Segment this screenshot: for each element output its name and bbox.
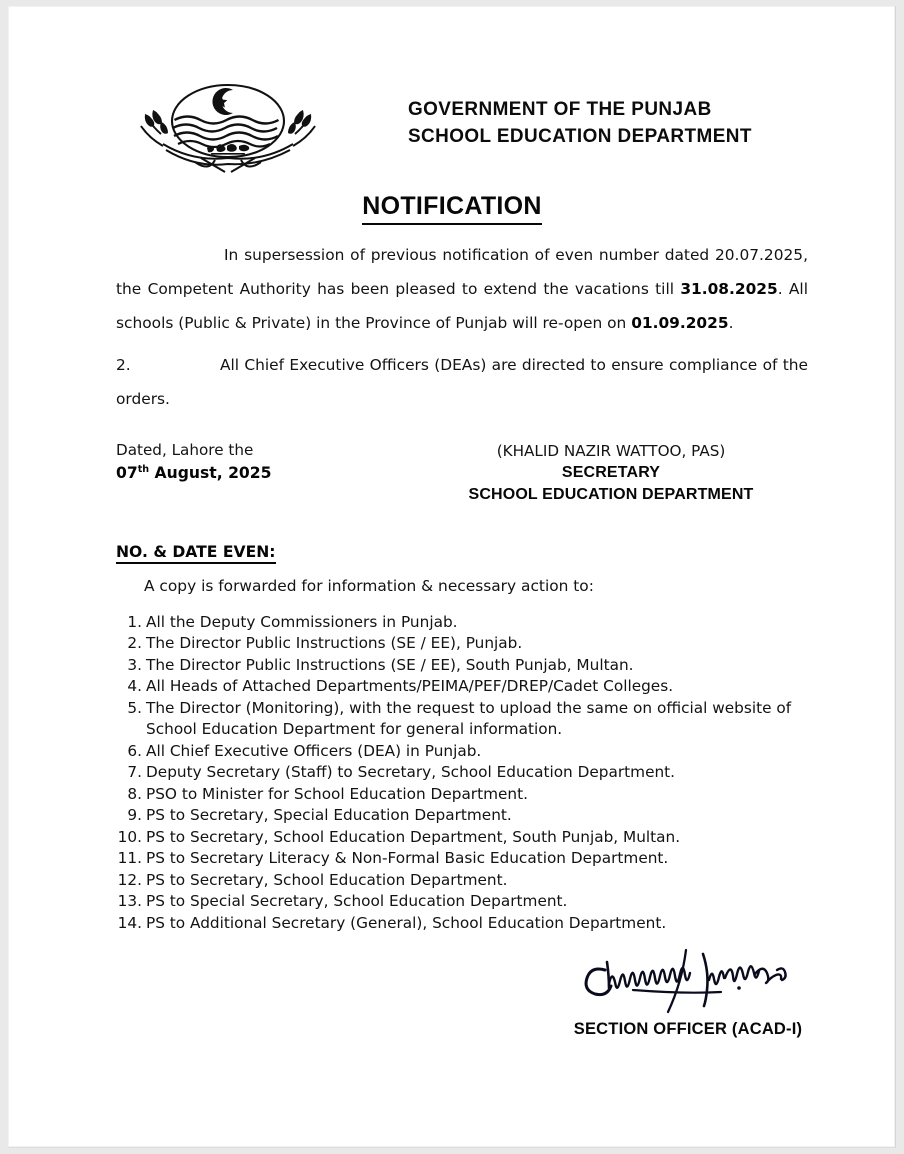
list-item	[116, 741, 816, 762]
list-item-index: 4.	[127, 677, 142, 696]
reopen-date: 01.09.2025	[631, 314, 729, 332]
paragraph-2-number: 2.	[116, 356, 131, 374]
date-label: Dated, Lahore the	[116, 441, 254, 459]
list-item	[116, 762, 816, 783]
distribution-list	[116, 612, 816, 934]
list-item	[116, 848, 816, 869]
list-item-label: All the Deputy Commissioners in Punjab.	[146, 613, 458, 631]
date-block	[116, 440, 416, 484]
list-item-label: PS to Secretary, School Education Department.	[146, 870, 508, 889]
list-item-index: 3.	[127, 655, 142, 674]
page-title	[8, 192, 896, 225]
list-item-label: PS to Secretary, Special Education Department.	[146, 806, 512, 825]
handwritten-signature-icon	[573, 944, 803, 1018]
list-item-label: PS to Secretary, School Education Department, South Punjab, Multan.	[146, 827, 681, 846]
signatory-name: (KHALID NAZIR WATTOO, PAS)	[496, 442, 726, 460]
signatory-department: SCHOOL EDUCATION DEPARTMENT	[468, 486, 754, 503]
header-line-department: SCHOOL EDUCATION DEPARTMENT	[408, 125, 752, 147]
document-header	[8, 68, 896, 178]
list-item-index: 11.	[117, 849, 142, 868]
date-ordinal: th	[137, 463, 150, 475]
list-item-label: The Director Public Instructions (SE / EE), Punjab.	[146, 634, 523, 653]
list-item	[116, 891, 816, 912]
list-item	[116, 870, 816, 891]
list-item	[116, 913, 816, 934]
endorsement-copy-line: A copy is forwarded for information & necessary action to:	[144, 577, 594, 595]
list-item-index: 13.	[117, 892, 142, 911]
list-item-index: 8.	[127, 784, 142, 803]
list-item-label: PSO to Minister for School Education Department.	[146, 784, 528, 803]
list-item	[116, 655, 816, 676]
notification-heading: NOTIFICATION	[362, 192, 542, 225]
document-body	[116, 238, 808, 416]
list-item-index: 9.	[127, 806, 142, 825]
signatory-block	[406, 440, 816, 506]
list-item	[116, 676, 816, 697]
paragraph-1-text-b: . All schools (Public & Private) in the Province of Punjab will re-open on	[116, 280, 808, 332]
paragraph-1	[116, 238, 808, 340]
list-item-label: All Chief Executive Officers (DEA) in Punjab.	[146, 741, 482, 760]
endorsement-heading-wrap	[116, 542, 276, 564]
list-item-label: The Director Public Instructions (SE / EE), South Punjab, Multan.	[146, 655, 634, 674]
list-item-index: 5.	[127, 698, 142, 717]
list-item-label: The Director (Monitoring), with the request to upload the same on official website of School Education Department for general information.	[146, 698, 792, 739]
list-item-index: 12.	[117, 870, 142, 889]
signatory-designation: SECRETARY	[561, 464, 661, 481]
list-item-label: PS to Secretary Literacy & Non-Formal Basic Education Department.	[146, 849, 669, 868]
date-month-year: August, 2025	[149, 464, 272, 482]
paragraph-1-text-a: In supersession of previous notification of even number dated 20.07.2025, the Competent Authority has been pleased to extend the vacations till	[116, 246, 808, 298]
list-item-index: 10.	[117, 827, 142, 846]
header-line-government: GOVERNMENT OF THE PUNJAB	[408, 98, 712, 120]
list-item-label: Deputy Secretary (Staff) to Secretary, School Education Department.	[146, 763, 676, 782]
vacation-end-date: 31.08.2025	[680, 280, 778, 298]
list-item-index: 1.	[127, 613, 142, 631]
list-item-index: 6.	[127, 741, 142, 760]
paragraph-2	[116, 348, 808, 416]
header-title-group	[408, 96, 828, 150]
section-officer-label: SECTION OFFICER (ACAD-I)	[573, 1020, 803, 1038]
footer-signature-block	[488, 944, 888, 1039]
date-value	[116, 462, 416, 484]
document-page	[8, 6, 896, 1148]
list-item	[116, 827, 816, 848]
list-item-index: 2.	[127, 634, 142, 653]
list-item-index: 7.	[127, 763, 142, 782]
paragraph-1-text-c: .	[728, 314, 734, 332]
endorsement-heading: NO. & DATE EVEN:	[116, 543, 276, 564]
list-item	[116, 698, 816, 741]
list-item	[116, 612, 816, 633]
list-item	[116, 784, 816, 805]
list-item	[116, 805, 816, 826]
list-item-label: All Heads of Attached Departments/PEIMA/PEF/DREP/Cadet Colleges.	[146, 677, 674, 696]
list-item-label: PS to Additional Secretary (General), School Education Department.	[146, 913, 667, 932]
document-page-content	[8, 6, 896, 1148]
date-day: 07	[116, 464, 138, 482]
list-item	[116, 633, 816, 654]
paragraph-2-text: All Chief Executive Officers (DEAs) are directed to ensure compliance of the orders.	[116, 356, 808, 408]
list-item-index: 14.	[117, 913, 142, 932]
punjab-government-emblem-icon	[133, 76, 323, 176]
list-item-label: PS to Special Secretary, School Education Department.	[146, 892, 568, 911]
